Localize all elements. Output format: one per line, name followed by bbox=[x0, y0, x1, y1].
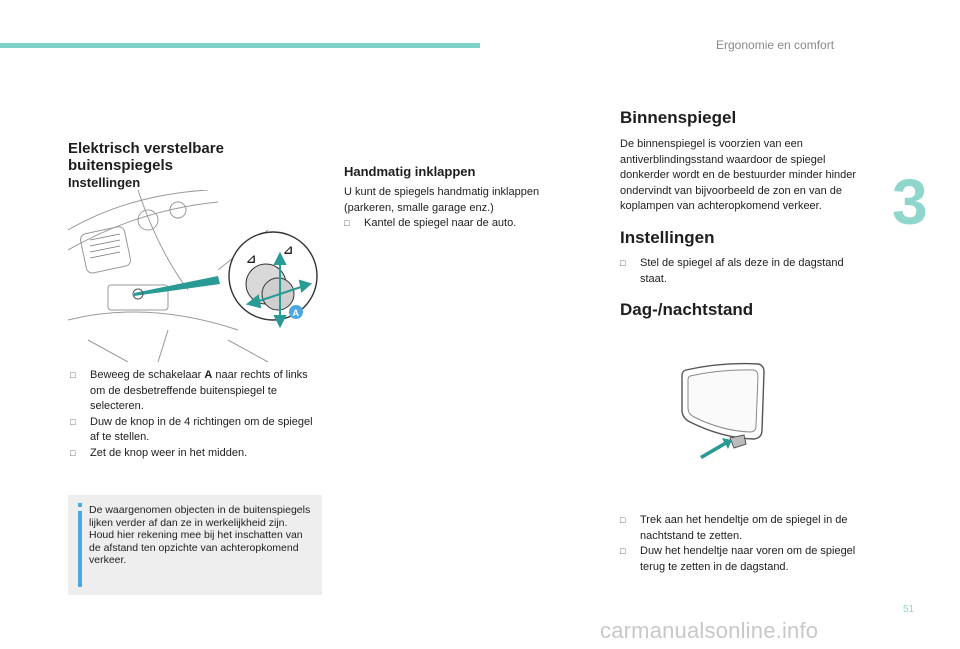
left-title: Elektrisch verstelbare buitenspiegels bbox=[68, 140, 224, 174]
watermark: carmanualsonline.info bbox=[600, 618, 819, 643]
header-accent-bar bbox=[0, 43, 480, 48]
manual-fold-section bbox=[344, 164, 569, 232]
day-night-heading-block bbox=[620, 300, 860, 320]
list-item: □ Beweeg de schakelaar A naar rechts of links om de desbetreffende buitenspiegel te selecteren. bbox=[70, 369, 308, 412]
list-item: □ Duw het hendeltje naar voren om de spiegel terug te zetten in de dagstand. bbox=[620, 545, 856, 573]
switch-label-a: A bbox=[292, 308, 299, 318]
list-item: □ Trek aan het hendeltje om de spiegel in de nachtstand te zetten. bbox=[620, 514, 848, 542]
info-note-text: De waargenomen objecten in de buitenspiegels lijken verder af dan ze in werkelijkheid zijn. Houd hier rekening mee bij het inschatten van de afstand ten opzichte van achteropkomend verkeer. bbox=[89, 504, 311, 566]
page-number: 51 bbox=[903, 604, 915, 615]
svg-text:⊿: ⊿ bbox=[246, 252, 257, 266]
day-night-heading: Dag-/nachtstand bbox=[620, 300, 754, 319]
manual-fold-text: U kunt de spiegels handmatig inklappen (parkeren, smalle garage enz.) bbox=[344, 186, 540, 214]
list-item: □ Duw de knop in de 4 richtingen om de spiegel af te stellen. bbox=[70, 415, 313, 443]
left-title-block bbox=[68, 140, 268, 190]
left-settings-heading: Instellingen bbox=[68, 175, 141, 190]
bullet-square-icon: □ bbox=[70, 370, 76, 380]
interior-settings-section bbox=[620, 228, 860, 287]
rearview-mirror-illustration bbox=[672, 360, 772, 460]
mirror-switch-illustration bbox=[68, 190, 320, 362]
interior-mirror-section bbox=[620, 108, 860, 215]
interior-mirror-title: Binnenspiegel bbox=[620, 108, 737, 127]
list-item: □ Zet de knop weer in het midden. bbox=[70, 446, 322, 462]
interior-settings-heading: Instellingen bbox=[620, 228, 715, 247]
info-icon bbox=[77, 503, 83, 587]
left-bullet-list bbox=[70, 368, 322, 461]
right-bullet-list bbox=[620, 513, 872, 575]
manual-fold-heading: Handmatig inklappen bbox=[344, 164, 476, 179]
svg-text:⊿: ⊿ bbox=[283, 243, 294, 257]
bullet-square-icon: □ bbox=[70, 416, 76, 427]
section-title: Ergonomie en comfort bbox=[716, 38, 835, 52]
bullet-square-icon: □ bbox=[620, 546, 626, 556]
bullet-square-icon: □ bbox=[70, 447, 76, 458]
info-note bbox=[68, 495, 322, 595]
bullet-square-icon: □ bbox=[344, 218, 350, 228]
bullet-square-icon: □ bbox=[620, 515, 626, 525]
list-item: □ Kantel de spiegel naar de auto. bbox=[344, 216, 569, 232]
chapter-number: 3 bbox=[892, 166, 928, 238]
bullet-square-icon: □ bbox=[620, 258, 626, 268]
interior-mirror-intro: De binnenspiegel is voorzien van een antiverblindingsstand waardoor de spiegel donkerder wordt en de bestuurder minder hinder ondervindt van bijvoorbeeld de zon en van de koplampen van achteropkomend verkeer. bbox=[620, 138, 857, 212]
list-item: □ Stel de spiegel af als deze in de dagstand staat. bbox=[620, 257, 844, 285]
